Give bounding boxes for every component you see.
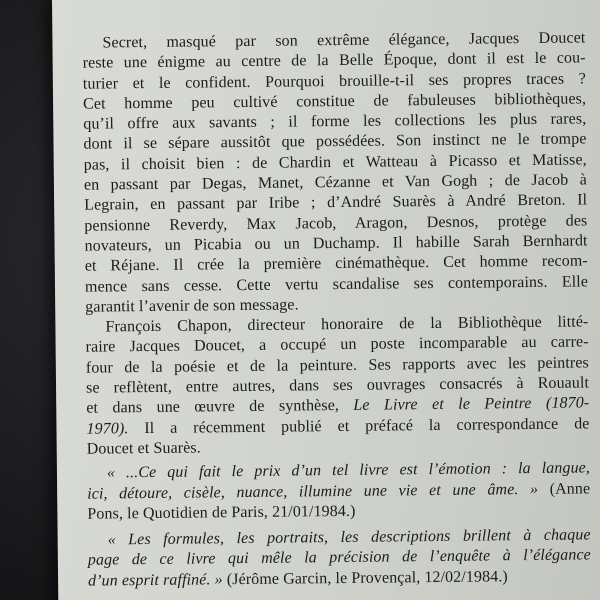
quote-italic: « ...Ce qui fait le prix d’un tel livre est l’émotion : la langue, [106,459,591,482]
text-line: pas, il choisit bien : de Chardin et Watteau à Picasso et Matisse, [83,151,587,174]
text-line: novateurs, un Picabia ou un Duchamp. Il habille Sarah Bernhardt [84,232,588,255]
text-line: mence sans cesse. Cette vertu scandalise ses contemporains. Elle [84,272,589,296]
text-line: four de la poésie et de la peinture. Ses rapports avec les peintres [85,354,589,377]
paragraph-author [85,313,589,460]
paragraph-biography [82,28,588,317]
text-line: qu’il offre aux savants ; il forme les collections les plus rares, [83,110,587,133]
text-line: Doucet et Suarès. [86,439,201,458]
text-line: raire Jacques Doucet, a occupé un poste incomparable au carre- [85,333,589,357]
quote-italic: d’un esprit raffiné. » [87,570,223,590]
page-text [82,28,591,591]
text-line: François Chapon, directeur honoraire de la Bibliothèque litté- [105,313,589,336]
text-line: en passant par Degas, Manet, Cézanne et Van Gogh ; de Jacob à [83,171,588,194]
text-line: reste une énigme au centre de la Belle Époque, dont il est le cou- [82,49,586,72]
text-run: et dans une œuvre de synthèse, [86,397,340,418]
text-line: Secret, masqué par son extrême élégance, Jacques Doucet [102,29,586,52]
text-line: dont il se sépare aussitôt que possédées. Son instinct ne le trompe [83,130,587,154]
text-run: (Jérôme Garcin, le Provençal, 12/02/1984.) [222,567,508,588]
press-quote-garcin [88,526,592,592]
book-title-italic: 1970). [86,419,129,438]
text-line: Cet homme peu cultivé constitue de fabuleuses bibliothèques, [83,90,587,113]
text-line: pensionne Reverdy, Max Jacob, Aragon, Desnos, protège des [84,212,588,235]
text-line: Legrain, en passant par Iribe ; d’André Suarès à André Breton. Il [84,191,588,215]
quote-italic: ici, détoure, cisèle, nuance, illumine une vie et une âme. » [87,480,539,503]
press-quote-pons [87,459,591,525]
quote-italic: « Les formules, les portraits, les descriptions brillent à chaque [107,526,591,549]
book-title-italic: Le Livre et le Peintre (1870- [353,394,590,415]
text-line [88,566,591,592]
quote-italic: page de ce livre qui mêle la précision de l’enquête à l’élégance [87,546,591,570]
text-line: garantit l’avenir de son message. [85,296,299,316]
book-page [52,0,600,600]
text-line: Pons, le Quotidien de Paris, 21/01/1984.) [87,502,356,523]
text-line: turier et le confident. Pourquoi brouille-t-il ses propres traces ? [82,70,586,93]
text-line: et Réjane. Il crée la première cinémathèque. Cet homme recom- [84,252,588,275]
text-line: se reflètent, entre autres, dans ses ouvrages consacrés à Rouault [85,374,590,397]
text-run: (Anne [538,479,591,498]
text-run: Il a récemment publié et préfacé la correspondance de [128,415,590,437]
